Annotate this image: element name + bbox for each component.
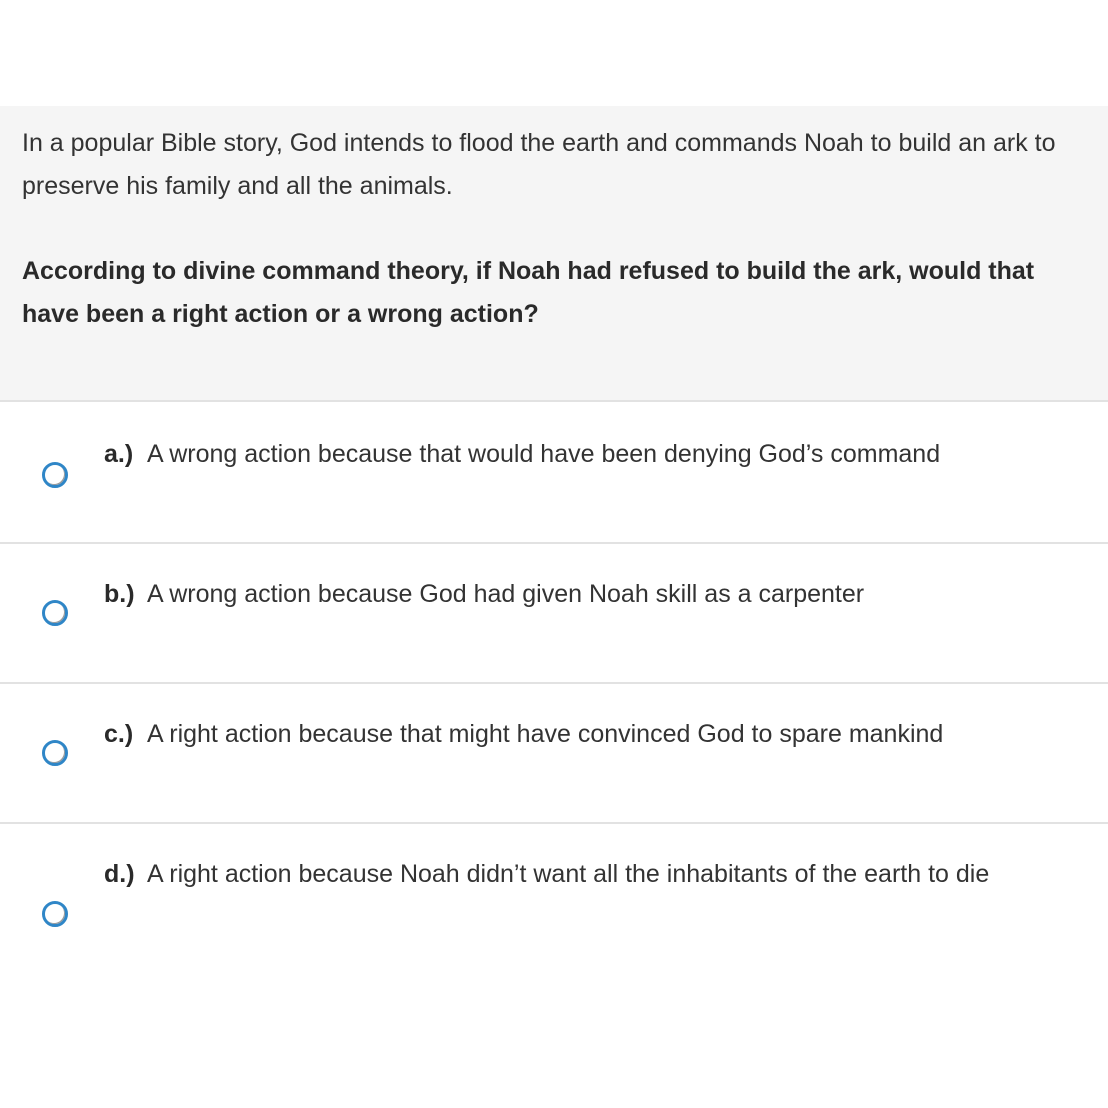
radio-button-a[interactable]: [42, 462, 68, 488]
radio-button-d[interactable]: [42, 901, 68, 927]
option-letter-b: b.): [104, 580, 135, 608]
option-letter-d: d.): [104, 860, 135, 888]
answer-option-a[interactable]: [0, 404, 1108, 544]
question-text: According to divine command theory, if Noah had refused to build the ark, would that have been a right action or a wrong action?: [22, 257, 1035, 328]
option-text-c: A right action because that might have convinced God to spare mankind: [147, 720, 944, 748]
answer-option-b[interactable]: [0, 544, 1108, 684]
radio-button-b[interactable]: [42, 600, 68, 626]
option-text-b: A wrong action because God had given Noah skill as a carpenter: [147, 580, 865, 608]
option-letter-c: c.): [104, 720, 134, 748]
radio-button-c[interactable]: [42, 740, 68, 766]
answer-option-d[interactable]: [0, 824, 1108, 964]
question-panel: [0, 106, 1108, 402]
question-prompt: In a popular Bible story, God intends to flood the earth and commands Noah to build an ark to preserve his family and all the animals.: [22, 129, 1056, 200]
option-text-d: A right action because Noah didn’t want all the inhabitants of the earth to die: [147, 860, 990, 888]
answer-option-c[interactable]: [0, 684, 1108, 824]
option-text-a: A wrong action because that would have been denying God’s command: [147, 440, 941, 468]
option-letter-a: a.): [104, 440, 134, 468]
